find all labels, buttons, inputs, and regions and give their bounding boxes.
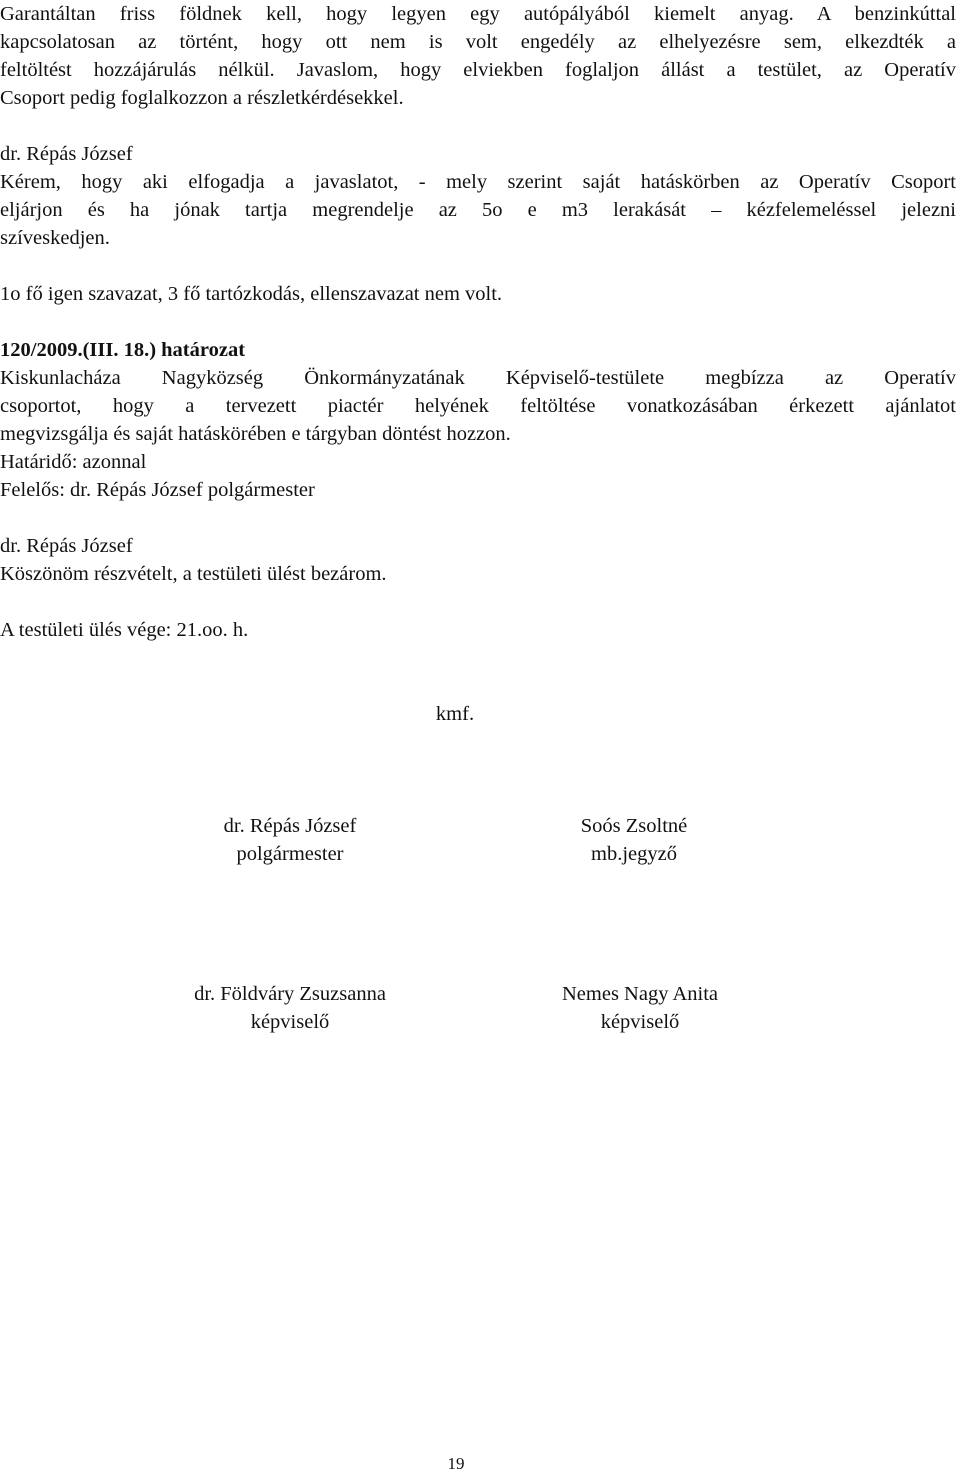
signature-role: polgármester — [236, 843, 344, 865]
kmf-label: kmf. — [435, 703, 475, 725]
vote-result: 1o fő igen szavazat, 3 fő tartózkodás, ellenszavazat nem volt. — [0, 283, 503, 305]
signature-name: Soós Zsoltné — [580, 815, 688, 837]
resolution-line: csoportot, hogy a tervezett piactér helyének feltöltése vonatkozásában érkezett ajánlatot — [0, 395, 956, 417]
resolution-line: megvizsgálja és saját hatáskörében e tárgyban döntést hozzon. — [0, 423, 511, 445]
signature-role: képviselő — [250, 1011, 330, 1033]
paragraph-line: Garantáltan friss földnek kell, hogy legyen egy autópályából kiemelt anyag. A benzinkúttal — [0, 3, 956, 25]
paragraph-line: feltöltést hozzájárulás nélkül. Javaslom, hogy elviekben foglaljon állást a testület, az Operatív — [0, 59, 956, 81]
closing-statement: Köszönöm részvételt, a testületi ülést bezárom. — [0, 563, 387, 585]
paragraph-line: kapcsolatosan az történt, hogy ott nem is volt engedély az elhelyezésre sem, elkezdték a — [0, 31, 956, 53]
speaker-name: dr. Répás József — [0, 143, 133, 165]
resolution-responsible: Felelős: dr. Répás József polgármester — [0, 479, 315, 501]
signature-role: mb.jegyző — [591, 843, 677, 865]
resolution-line: Kiskunlacháza Nagyközség Önkormányzatának Képviselő-testülete megbízza az Operatív — [0, 367, 956, 389]
resolution-deadline: Határidő: azonnal — [0, 451, 147, 473]
speaker-name: dr. Répás József — [0, 535, 133, 557]
signature-role: képviselő — [600, 1011, 680, 1033]
paragraph-line: Csoport pedig foglalkozzon a részletkérdésekkel. — [0, 87, 404, 109]
resolution-title: 120/2009.(III. 18.) határozat — [0, 339, 246, 361]
paragraph-line: eljárjon és ha jónak tartja megrendelje az 5o e m3 lerakását – kézfelemeléssel jelezni — [0, 199, 956, 221]
paragraph-line: szíveskedjen. — [0, 227, 110, 249]
signature-name: dr. Répás József — [223, 815, 357, 837]
page-number: 19 — [447, 1454, 465, 1473]
signature-name: Nemes Nagy Anita — [562, 983, 718, 1005]
signature-name: dr. Földváry Zsuzsanna — [194, 983, 386, 1005]
meeting-end-time: A testületi ülés vége: 21.oo. h. — [0, 619, 249, 641]
paragraph-line: Kérem, hogy aki elfogadja a javaslatot, - mely szerint saját hatáskörben az Operatív Csoport — [0, 171, 956, 193]
